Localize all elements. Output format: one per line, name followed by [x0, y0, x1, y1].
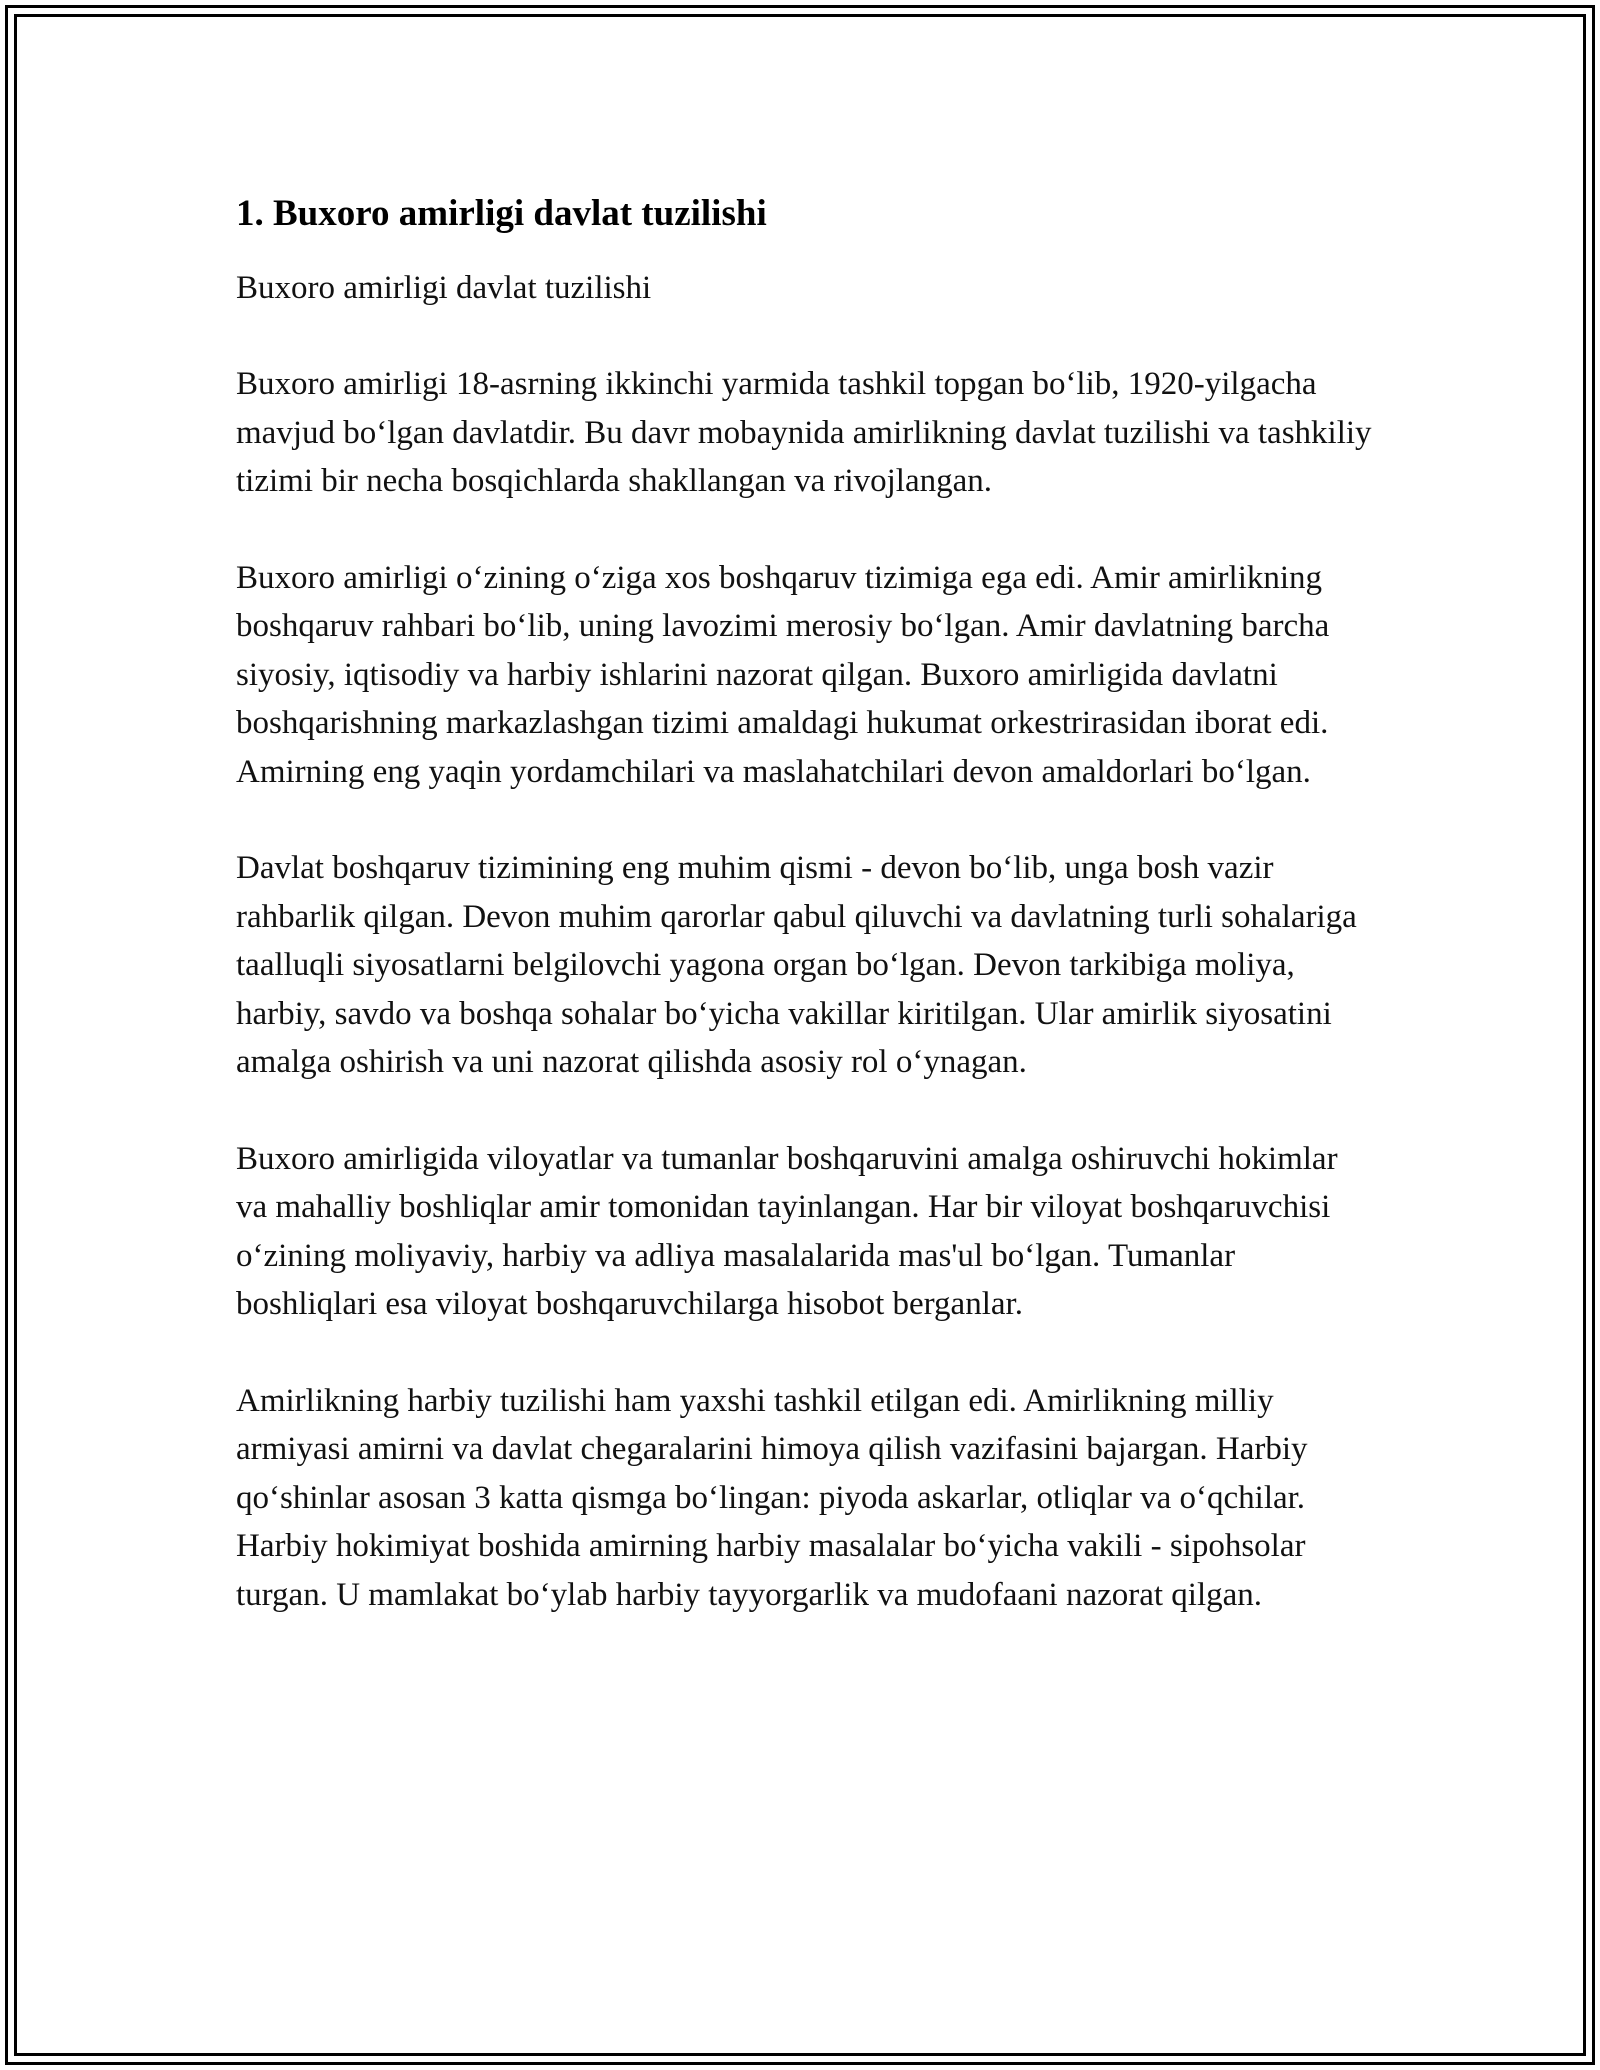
- paragraph-4: Buxoro amirligida viloyatlar va tumanlar boshqaruvini amalga oshiruvchi hokimlar va mahalliy boshliqlar amir tomonidan tayinlangan. Har bir viloyat boshqaruvchisi o‘zining moliyaviy, harbiy va adliya masalalarida mas'ul bo‘lgan. Tumanlar boshliqlari esa viloyat boshqaruvchilarga hisobot berganlar.: [236, 1140, 1338, 1322]
- paragraph-2: Buxoro amirligi o‘zining o‘ziga xos boshqaruv tizimiga ega edi. Amir amirlikning boshqaruv rahbari bo‘lib, uning lavozimi merosiy bo‘lgan. Amir davlatning barcha siyosiy, iqtisodiy va harbiy ishlarini nazorat qilgan. Buxoro amirligida davlatni boshqarishning markazlashgan tizimi amaldagi hukumat orkestrirasidan iborat edi. Amirning eng yaqin yordamchilari va maslahatchilari devon amaldorlari bo‘lgan.: [236, 559, 1330, 790]
- section-heading: 1. Buxoro amirligi davlat tuzilishi: [236, 193, 767, 234]
- paragraph-3: Davlat boshqaruv tizimining eng muhim qismi - devon bo‘lib, unga bosh vazir rahbarlik qilgan. Devon muhim qarorlar qabul qiluvchi va davlatning turli sohalariga taalluqli siyosatlarni belgilovchi yagona organ bo‘lgan. Devon tarkibiga moliya, harbiy, savdo va boshqa sohalar bo‘yicha vakillar kiritilgan. Ular amirlik siyosatini amalga oshirish va uni nazorat qilishda asosiy rol o‘ynagan.: [236, 850, 1357, 1080]
- section-subtitle: Buxoro amirligi davlat tuzilishi: [236, 270, 652, 306]
- paragraph-5: Amirlikning harbiy tuzilishi ham yaxshi tashkil etilgan edi. Amirlikning milliy armiyasi amirni va davlat chegaralarini himoya qilish vazifasini bajargan. Harbiy qo‘shinlar asosan 3 katta qismga bo‘lingan: piyoda askarlar, otliqlar va o‘qchilar. Harbiy hokimiyat boshida amirning harbiy masalalar bo‘yicha vakili - sipohsolar turgan. U mamlakat bo‘ylab harbiy tayyorgarlik va mudofaani nazorat qilgan.: [236, 1382, 1308, 1613]
- paragraph-1: Buxoro amirligi 18-asrning ikkinchi yarmida tashkil topgan bo‘lib, 1920-yilgacha mavjud bo‘lgan davlatdir. Bu davr mobaynida amirlikning davlat tuzilishi va tashkiliy tizimi bir necha bosqichlarda shakllangan va rivojlangan.: [236, 366, 1372, 499]
- document-body: [236, 188, 1376, 1667]
